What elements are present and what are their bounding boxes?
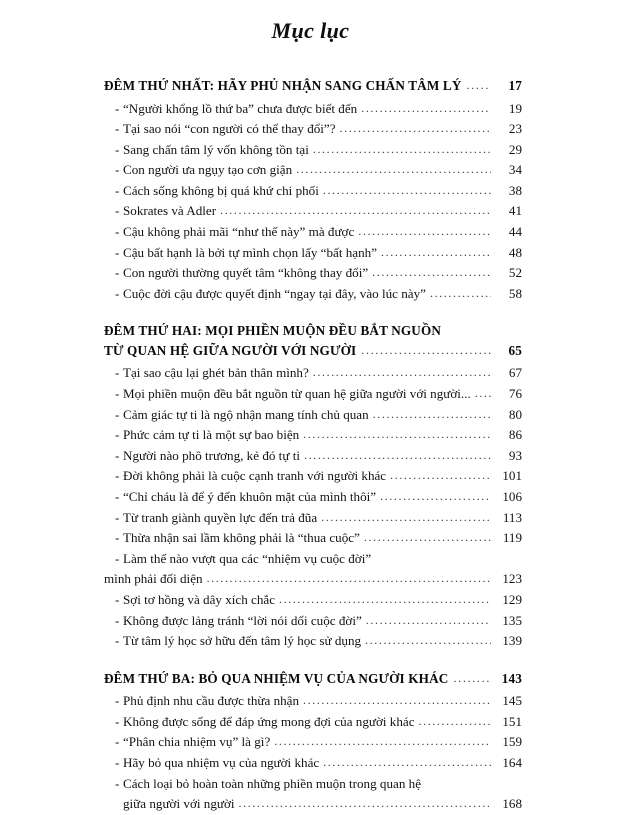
section-heading-line: ĐÊM THỨ BA: BỎ QUA NHIỆM VỤ CỦA NGƯỜI KHÁC bbox=[104, 670, 449, 686]
section-heading-line: TỪ QUAN HỆ GIỮA NGƯỜI VỚI NGƯỜI bbox=[104, 342, 357, 358]
page-number: 164 bbox=[502, 755, 522, 771]
leader-dots bbox=[304, 445, 491, 466]
page-number: 41 bbox=[508, 203, 522, 219]
toc-entry-line: - Từ tranh giành quyền lực đến trả đũa bbox=[115, 508, 320, 529]
toc-entry-row bbox=[115, 363, 522, 384]
section-heading-row bbox=[104, 669, 522, 690]
leader-dots bbox=[366, 610, 491, 631]
toc-entry-line: - Thừa nhận sai lầm không phải là “thua cuộc” bbox=[115, 528, 363, 549]
toc-entry-row bbox=[115, 508, 522, 529]
bullet-dash: - bbox=[115, 285, 120, 301]
toc-entry-row bbox=[115, 222, 522, 243]
leader-dots bbox=[296, 159, 491, 180]
page-number: 106 bbox=[502, 489, 522, 504]
page-number: 44 bbox=[508, 224, 522, 240]
toc-entry-row bbox=[115, 590, 522, 611]
toc-entry[interactable] bbox=[115, 753, 522, 774]
leader-dots bbox=[430, 283, 491, 304]
bullet-dash: - bbox=[115, 365, 120, 381]
toc-entry[interactable] bbox=[115, 160, 522, 181]
toc-section bbox=[104, 321, 522, 651]
section-heading-row bbox=[104, 76, 522, 97]
toc-section bbox=[104, 669, 522, 815]
page-number: 38 bbox=[508, 182, 522, 198]
toc-entry[interactable] bbox=[115, 284, 522, 305]
page-number: 129 bbox=[502, 591, 522, 607]
bullet-dash: - bbox=[115, 734, 120, 750]
toc-entry-line: - Người nào phô trương, kẻ đó tự ti bbox=[115, 446, 303, 467]
leader-dots bbox=[380, 486, 491, 507]
toc-entry[interactable] bbox=[115, 363, 522, 384]
toc-entry-row bbox=[115, 631, 522, 652]
toc-entry[interactable] bbox=[104, 549, 522, 590]
page-number: 159 bbox=[502, 734, 522, 750]
toc-entry[interactable] bbox=[115, 405, 522, 426]
toc-entry-line: - Đời không phải là cuộc cạnh tranh với người khác bbox=[115, 466, 389, 487]
leader-dots bbox=[323, 752, 491, 773]
bullet-dash: - bbox=[115, 203, 120, 219]
toc-entry[interactable] bbox=[115, 611, 522, 632]
toc-entry[interactable] bbox=[115, 119, 522, 140]
toc-entry-line: - “Phân chia nhiệm vụ” là gì? bbox=[115, 732, 273, 753]
leader-dots bbox=[390, 465, 491, 486]
bullet-dash: - bbox=[115, 693, 120, 709]
toc-entry-row bbox=[115, 691, 522, 712]
leader-dots bbox=[475, 383, 491, 404]
page-number: 168 bbox=[502, 796, 522, 812]
leader-dots bbox=[303, 690, 491, 711]
toc-entry-row bbox=[115, 243, 522, 264]
page-number: 113 bbox=[502, 509, 522, 525]
toc-entry-line: - Cách loại bỏ hoàn toàn những phiền muộn trong quan hệ bbox=[115, 774, 522, 795]
page-title: Mục lục bbox=[271, 18, 350, 43]
leader-dots bbox=[453, 669, 491, 689]
section-entries bbox=[104, 99, 522, 305]
bullet-dash: - bbox=[115, 550, 120, 566]
toc-entry-line: - Phức cảm tự ti là một sự bao biện bbox=[115, 425, 302, 446]
section-heading-line: ĐÊM THỨ HAI: MỌI PHIỀN MUỘN ĐỀU BẮT NGUỒN bbox=[104, 323, 442, 339]
section-entries bbox=[104, 691, 522, 815]
toc-list bbox=[104, 76, 522, 815]
page-number: 145 bbox=[502, 693, 522, 709]
page-number: 151 bbox=[502, 713, 522, 729]
toc-entry-line: - Cách sống không bị quá khứ chi phối bbox=[115, 181, 322, 202]
toc-entry[interactable] bbox=[115, 425, 522, 446]
toc-entry-row bbox=[115, 753, 522, 774]
bullet-dash: - bbox=[115, 591, 120, 607]
toc-entry[interactable] bbox=[115, 222, 522, 243]
bullet-dash: - bbox=[115, 406, 120, 422]
toc-entry[interactable] bbox=[115, 528, 522, 549]
toc-entry-row bbox=[123, 794, 522, 815]
toc-entry[interactable] bbox=[115, 243, 522, 264]
leader-dots bbox=[373, 404, 491, 425]
bullet-dash: - bbox=[115, 775, 120, 791]
leader-dots bbox=[361, 98, 491, 119]
toc-entry-row bbox=[115, 425, 522, 446]
leader-dots bbox=[321, 507, 491, 528]
leader-dots bbox=[207, 568, 491, 589]
toc-entry-row bbox=[115, 119, 522, 140]
section-heading[interactable] bbox=[104, 76, 522, 97]
toc-entry-row bbox=[115, 160, 522, 181]
leader-dots bbox=[419, 711, 491, 732]
leader-dots bbox=[279, 589, 491, 610]
leader-dots bbox=[274, 731, 491, 752]
page-number: 93 bbox=[508, 447, 522, 463]
toc-entry-line: - Tại sao cậu lại ghét bản thân mình? bbox=[115, 363, 312, 384]
page-number: 67 bbox=[508, 365, 522, 381]
toc-entry-line: mình phải đối diện bbox=[104, 571, 203, 587]
leader-dots bbox=[313, 139, 491, 160]
leader-dots bbox=[381, 242, 491, 263]
toc-entry-line: - Cậu không phải mãi “như thế này” mà được bbox=[115, 222, 357, 243]
bullet-dash: - bbox=[115, 386, 120, 402]
bullet-dash: - bbox=[115, 224, 120, 240]
page-number: 80 bbox=[508, 406, 522, 422]
toc-entry[interactable] bbox=[115, 508, 522, 529]
toc-entry-row bbox=[115, 140, 522, 161]
toc-entry-line: - Sokrates và Adler bbox=[115, 201, 219, 222]
page-number: 119 bbox=[502, 530, 522, 546]
toc-entry-row bbox=[115, 487, 522, 508]
bullet-dash: - bbox=[115, 100, 120, 116]
toc-entry-line: - Con người thường quyết tâm “không thay đổi” bbox=[115, 263, 371, 284]
toc-entry[interactable] bbox=[115, 774, 522, 815]
bullet-dash: - bbox=[115, 489, 120, 504]
toc-entry-line: - Làm thế nào vượt qua các “nhiệm vụ cuộc đời” bbox=[115, 549, 522, 570]
toc-entry-row bbox=[115, 99, 522, 120]
toc-entry-line: - Cậu bất hạnh là bởi tự mình chọn lấy “bất hạnh” bbox=[115, 243, 380, 264]
toc-entry-line: - Không được lảng tránh “lời nói dối cuộc đời” bbox=[115, 611, 365, 632]
toc-entry-line: - “Người khổng lồ thứ ba” chưa được biết đến bbox=[115, 99, 360, 120]
toc-entry-row bbox=[115, 528, 522, 549]
page-number: 58 bbox=[508, 285, 522, 301]
page-number: 19 bbox=[508, 100, 522, 116]
bullet-dash: - bbox=[115, 713, 120, 729]
page-number: 143 bbox=[501, 670, 522, 686]
bullet-dash: - bbox=[115, 633, 120, 649]
toc-entry-line: - Sợi tơ hồng và dây xích chắc bbox=[115, 590, 278, 611]
toc-entry-line: - Hãy bỏ qua nhiệm vụ của người khác bbox=[115, 753, 322, 774]
section-heading[interactable] bbox=[104, 669, 522, 690]
toc-entry-row bbox=[115, 181, 522, 202]
toc-entry-line: - Không được sống để đáp ứng mong đợi của người khác bbox=[115, 712, 418, 733]
toc-entry-row bbox=[104, 569, 522, 590]
section-entries bbox=[104, 363, 522, 651]
toc-entry[interactable] bbox=[115, 201, 522, 222]
toc-entry-line: - Con người ưa ngụy tạo cơn giận bbox=[115, 160, 295, 181]
toc-entry-line: - Sang chấn tâm lý vốn không tồn tại bbox=[115, 140, 312, 161]
toc-entry-line: - Mọi phiền muộn đều bắt nguồn từ quan hệ giữa người với người... bbox=[115, 384, 474, 405]
bullet-dash: - bbox=[115, 612, 120, 628]
page-number: 65 bbox=[508, 342, 522, 358]
section-heading-row bbox=[104, 341, 522, 362]
toc-entry[interactable] bbox=[115, 732, 522, 753]
toc-entry-row bbox=[115, 466, 522, 487]
page-number: 76 bbox=[508, 386, 522, 402]
page-number: 34 bbox=[508, 162, 522, 178]
leader-dots bbox=[303, 424, 491, 445]
toc-entry-line: giữa người với người bbox=[123, 796, 235, 812]
bullet-dash: - bbox=[115, 121, 120, 137]
leader-dots bbox=[365, 630, 491, 651]
leader-dots bbox=[313, 362, 491, 383]
toc-entry[interactable] bbox=[115, 99, 522, 120]
toc-entry[interactable] bbox=[115, 691, 522, 712]
bullet-dash: - bbox=[115, 141, 120, 157]
page-number: 86 bbox=[508, 427, 522, 443]
page-number: 17 bbox=[508, 78, 522, 93]
bullet-dash: - bbox=[115, 244, 120, 260]
leader-dots bbox=[361, 341, 491, 361]
toc-entry-line: - Cảm giác tự ti là ngộ nhận mang tính chủ quan bbox=[115, 405, 372, 426]
toc-entry-row bbox=[115, 712, 522, 733]
section-heading[interactable] bbox=[104, 321, 522, 361]
bullet-dash: - bbox=[115, 755, 120, 771]
toc-entry-continuation bbox=[104, 569, 522, 590]
bullet-dash: - bbox=[115, 162, 120, 178]
toc-entry-line: - Từ tâm lý học sở hữu đến tâm lý học sử dụng bbox=[115, 631, 364, 652]
toc-section bbox=[104, 76, 522, 304]
bullet-dash: - bbox=[115, 530, 120, 546]
toc-entry-line: - Tại sao nói “con người có thể thay đổi”? bbox=[115, 119, 339, 140]
toc-entry[interactable] bbox=[115, 590, 522, 611]
page-number: 48 bbox=[508, 244, 522, 260]
toc-entry-row bbox=[115, 405, 522, 426]
toc-entry[interactable] bbox=[115, 263, 522, 284]
bullet-dash: - bbox=[115, 182, 120, 198]
leader-dots bbox=[358, 221, 491, 242]
leader-dots bbox=[220, 200, 491, 221]
page-number: 29 bbox=[508, 141, 522, 157]
page-number: 52 bbox=[508, 265, 522, 281]
toc-entry-row bbox=[115, 263, 522, 284]
bullet-dash: - bbox=[115, 509, 120, 525]
toc-entry-row bbox=[115, 201, 522, 222]
section-heading-line: ĐÊM THỨ NHẤT: HÃY PHỦ NHẬN SANG CHẤN TÂM LÝ bbox=[104, 78, 462, 93]
page-number: 23 bbox=[508, 121, 522, 137]
toc-entry[interactable] bbox=[115, 446, 522, 467]
toc-entry-line: - Phủ định nhu cầu được thừa nhận bbox=[115, 691, 302, 712]
toc-entry[interactable] bbox=[115, 466, 522, 487]
toc-entry-line: - Cuộc đời cậu được quyết định “ngay tại đây, vào lúc này” bbox=[115, 284, 429, 305]
page-number: 139 bbox=[502, 633, 522, 649]
leader-dots bbox=[239, 793, 491, 814]
bullet-dash: - bbox=[115, 468, 120, 484]
toc-entry-row bbox=[115, 384, 522, 405]
bullet-dash: - bbox=[115, 265, 120, 281]
leader-dots bbox=[340, 118, 491, 139]
page-number: 123 bbox=[502, 571, 522, 587]
toc-entry[interactable] bbox=[115, 712, 522, 733]
toc-entry-row bbox=[115, 611, 522, 632]
bullet-dash: - bbox=[115, 427, 120, 443]
toc-entry[interactable] bbox=[115, 140, 522, 161]
toc-entry-row bbox=[115, 446, 522, 467]
toc-entry[interactable] bbox=[115, 181, 522, 202]
toc-entry-continuation bbox=[123, 794, 522, 815]
bullet-dash: - bbox=[115, 447, 120, 463]
page-number: 135 bbox=[502, 612, 522, 628]
leader-dots bbox=[323, 180, 491, 201]
toc-entry[interactable] bbox=[115, 384, 522, 405]
page-number: 101 bbox=[502, 468, 522, 484]
leader-dots bbox=[372, 262, 491, 283]
toc-entry-line: - “Chỉ cháu là để ý đến khuôn mặt của mình thôi” bbox=[115, 487, 379, 508]
toc-entry[interactable] bbox=[115, 487, 522, 508]
leader-dots bbox=[364, 527, 491, 548]
toc-entry-row bbox=[115, 284, 522, 305]
toc-entry-row bbox=[115, 732, 522, 753]
leader-dots bbox=[467, 76, 491, 96]
toc-entry[interactable] bbox=[115, 631, 522, 652]
